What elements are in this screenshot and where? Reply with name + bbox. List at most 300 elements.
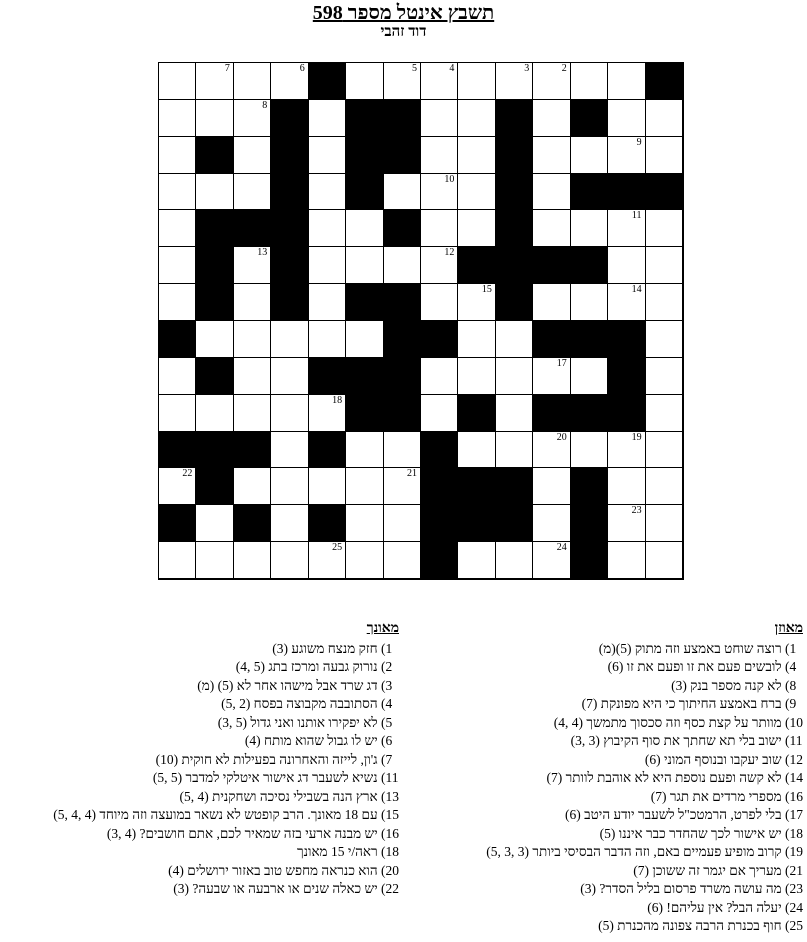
clue-text: נשיא לשעבר דג אישור איטלקי למדבר (5 ,5) — [152, 770, 381, 785]
grid-cell[interactable] — [384, 247, 421, 284]
grid-cell[interactable] — [234, 137, 271, 174]
clue-number: 6 — [299, 63, 305, 74]
clue-index: 11) — [381, 770, 399, 785]
grid-block — [533, 395, 570, 432]
grid-cell[interactable] — [159, 247, 196, 284]
grid-cell[interactable] — [271, 358, 308, 395]
clue-number: 7 — [224, 63, 230, 74]
clue-number: 10 — [444, 173, 455, 185]
grid-cell[interactable] — [533, 63, 570, 100]
clue-text: יעלה הבל? אין עליהם! (6) — [647, 899, 785, 915]
clue-index: 21) — [785, 862, 803, 878]
clue-index: 20) — [381, 862, 399, 878]
grid-cell[interactable] — [646, 247, 683, 284]
grid-cell[interactable] — [533, 137, 570, 174]
grid-cell[interactable] — [271, 505, 308, 542]
across-clue — [393, 732, 803, 751]
grid-cell[interactable] — [421, 247, 458, 284]
grid-cell[interactable] — [646, 468, 683, 505]
grid-cell[interactable] — [533, 100, 570, 137]
grid-cell[interactable] — [496, 358, 533, 395]
grid-cell[interactable] — [421, 358, 458, 395]
grid-block — [496, 284, 533, 321]
grid-cell[interactable] — [234, 174, 271, 211]
grid-cell[interactable] — [421, 174, 458, 211]
grid-block — [384, 395, 421, 432]
clue-number: 4 — [449, 63, 455, 74]
clue-index: 14) — [785, 770, 803, 785]
grid-cell[interactable] — [533, 174, 570, 211]
grid-cell[interactable] — [646, 137, 683, 174]
across-clue — [393, 640, 803, 659]
clue-index: 19) — [785, 844, 803, 859]
grid-cell[interactable] — [421, 137, 458, 174]
grid-cell[interactable] — [608, 63, 645, 100]
clue-text: שוב יעקבו ובנוסף המוני (6) — [644, 751, 785, 767]
grid-block — [196, 247, 233, 284]
grid-block — [646, 63, 683, 100]
grid-cell[interactable] — [646, 432, 683, 469]
clue-text: ארץ הנה בשבילי נסיכה ושחקנית (4 ,5) — [179, 788, 381, 804]
down-clue — [0, 658, 399, 677]
grid-block — [271, 137, 308, 174]
clue-number: 2 — [561, 63, 567, 74]
grid-block — [384, 100, 421, 137]
grid-block — [271, 247, 308, 284]
grid-cell[interactable] — [646, 284, 683, 321]
clue-text: ישוב בלי תא שחתך את סוף הקיבוץ (3 ,3) — [570, 733, 785, 748]
across-clue — [393, 899, 803, 918]
grid-cell[interactable] — [196, 505, 233, 542]
clue-index: 22) — [381, 881, 399, 896]
grid-cell[interactable] — [608, 100, 645, 137]
grid-cell[interactable] — [646, 210, 683, 247]
grid-cell[interactable] — [421, 210, 458, 247]
grid-block — [271, 210, 308, 247]
grid-cell[interactable] — [346, 505, 383, 542]
grid-block — [496, 247, 533, 284]
grid-cell[interactable] — [309, 542, 346, 579]
clue-index: 25) — [785, 918, 803, 933]
clue-text: ראה/י 15 מאונך — [296, 844, 381, 859]
grid-cell[interactable] — [234, 358, 271, 395]
grid-cell[interactable] — [309, 321, 346, 358]
grid-cell[interactable] — [384, 505, 421, 542]
grid-cell[interactable] — [646, 542, 683, 579]
grid-block — [234, 432, 271, 469]
clue-text: קרוב מופיע פעמיים באם, וזה הדבר הבסיסי ביותר (3 ,3 ,5) — [486, 844, 785, 859]
clue-number: 12 — [444, 247, 455, 259]
clue-text: לא קשה ופעם נוספת היא לא אוהבת לוותר (7) — [546, 770, 785, 785]
down-clue — [0, 862, 399, 881]
across-clue — [393, 788, 803, 807]
grid-cell[interactable] — [496, 321, 533, 358]
grid-block — [533, 247, 570, 284]
grid-block — [346, 395, 383, 432]
grid-cell[interactable] — [608, 432, 645, 469]
puzzle-title: תשבץ אינטל מספר 598 — [312, 2, 495, 24]
grid-cell[interactable] — [646, 395, 683, 432]
grid-cell[interactable] — [271, 395, 308, 432]
grid-block — [496, 468, 533, 505]
grid-block — [458, 395, 495, 432]
grid-cell[interactable] — [159, 174, 196, 211]
clue-index: 16) — [381, 825, 399, 841]
grid-block — [421, 505, 458, 542]
grid-cell[interactable] — [571, 137, 608, 174]
clue-index: 9) — [785, 696, 797, 711]
grid-block — [608, 321, 645, 358]
grid-block — [421, 321, 458, 358]
clue-number: 22 — [182, 468, 193, 480]
grid-block — [346, 100, 383, 137]
grid-cell[interactable] — [533, 468, 570, 505]
clue-text: מעריך אם יגמר זה ששוכן (7) — [633, 862, 785, 878]
grid-cell[interactable] — [159, 137, 196, 174]
clue-index: 12) — [785, 751, 803, 767]
clue-index: 11) — [785, 733, 803, 748]
grid-cell[interactable] — [196, 63, 233, 100]
clue-number: 19 — [631, 431, 642, 443]
down-clues — [0, 620, 399, 899]
clue-text: חוף בכנרת הרבה צפונה מהכנרת (5) — [598, 918, 785, 933]
across-clue — [393, 695, 803, 714]
across-clue — [393, 751, 803, 770]
grid-cell[interactable] — [496, 542, 533, 579]
grid-block — [309, 505, 346, 542]
grid-cell[interactable] — [384, 63, 421, 100]
down-clue — [0, 695, 399, 714]
grid-block — [346, 174, 383, 211]
across-clue — [393, 917, 803, 936]
grid-block — [271, 174, 308, 211]
clue-index: 24) — [785, 899, 803, 915]
across-clues — [393, 620, 803, 936]
clue-index: 23) — [785, 881, 803, 896]
grid-cell[interactable] — [384, 468, 421, 505]
grid-block — [496, 100, 533, 137]
grid-cell[interactable] — [384, 174, 421, 211]
across-clue — [393, 862, 803, 881]
grid-cell[interactable] — [346, 247, 383, 284]
grid-cell[interactable] — [458, 358, 495, 395]
clue-text: מוותר על קצת כסף וזה סכסוך מתמשך (4 ,4) — [553, 714, 785, 730]
grid-cell[interactable] — [496, 395, 533, 432]
clue-text: לא קנה מספר בנק (3) — [671, 677, 785, 693]
grid-cell[interactable] — [309, 395, 346, 432]
grid-block — [458, 468, 495, 505]
clue-text: לובשים פעם את זו ופעם את זו (6) — [607, 659, 785, 674]
grid-cell[interactable] — [159, 395, 196, 432]
grid-block — [646, 174, 683, 211]
grid-cell[interactable] — [196, 321, 233, 358]
grid-cell[interactable] — [346, 432, 383, 469]
grid-block — [571, 542, 608, 579]
clue-number: 21 — [406, 468, 417, 480]
across-clue — [393, 658, 803, 677]
grid-cell[interactable] — [234, 468, 271, 505]
grid-cell[interactable] — [571, 210, 608, 247]
grid-block — [384, 137, 421, 174]
grid-cell[interactable] — [346, 210, 383, 247]
across-heading: מאוזן — [774, 621, 803, 636]
grid-block — [196, 284, 233, 321]
grid-block — [608, 358, 645, 395]
clue-number: 23 — [631, 505, 642, 517]
grid-block — [234, 210, 271, 247]
down-clue — [0, 788, 399, 807]
grid-block — [496, 137, 533, 174]
clue-number: 13 — [257, 247, 268, 259]
down-clue — [0, 640, 399, 659]
grid-cell[interactable] — [309, 210, 346, 247]
down-clue — [0, 769, 399, 788]
grid-cell[interactable] — [608, 542, 645, 579]
grid-block — [234, 505, 271, 542]
clue-text: מה עושה משרד פרסום בליל הסדר? (3) — [580, 881, 785, 896]
grid-cell[interactable] — [608, 284, 645, 321]
clue-number: 14 — [631, 284, 642, 296]
clue-index: 8) — [785, 677, 797, 693]
clue-index: 1) — [785, 640, 797, 656]
grid-cell[interactable] — [234, 321, 271, 358]
grid-block — [159, 321, 196, 358]
grid-block — [571, 321, 608, 358]
grid-cell[interactable] — [384, 432, 421, 469]
grid-cell[interactable] — [271, 432, 308, 469]
grid-block — [458, 505, 495, 542]
grid-block — [421, 542, 458, 579]
grid-block — [309, 63, 346, 100]
clue-text: ברח באמצע החיתוך כי היא מפונקת (7) — [581, 696, 785, 711]
grid-cell[interactable] — [271, 321, 308, 358]
grid-block — [421, 432, 458, 469]
clue-index: 15) — [381, 807, 399, 822]
across-clue — [393, 677, 803, 696]
clue-number: 24 — [556, 542, 567, 554]
grid-block — [571, 247, 608, 284]
clue-index: 18) — [381, 844, 399, 859]
grid-cell[interactable] — [309, 247, 346, 284]
grid-cell[interactable] — [196, 174, 233, 211]
clue-number: 11 — [631, 210, 642, 222]
grid-block — [571, 395, 608, 432]
grid-cell[interactable] — [159, 210, 196, 247]
clue-number: 8 — [262, 99, 268, 111]
grid-cell[interactable] — [346, 63, 383, 100]
clue-text: רוצה שוחט באמצע וזה מתוק (5)(מ) — [598, 640, 785, 656]
grid-cell[interactable] — [421, 395, 458, 432]
across-clue — [393, 825, 803, 844]
grid-cell[interactable] — [421, 100, 458, 137]
grid-cell[interactable] — [271, 63, 308, 100]
grid-cell[interactable] — [533, 284, 570, 321]
clue-index: 5) — [381, 714, 393, 730]
across-clue — [393, 880, 803, 899]
clue-number: 15 — [481, 284, 492, 296]
grid-block — [421, 468, 458, 505]
down-clue — [0, 732, 399, 751]
grid-block — [384, 358, 421, 395]
clue-number: 17 — [556, 357, 567, 369]
grid-block — [196, 210, 233, 247]
grid-cell[interactable] — [458, 542, 495, 579]
clue-index: 6) — [381, 733, 393, 748]
clue-index: 4) — [381, 696, 393, 711]
grid-cell[interactable] — [346, 468, 383, 505]
grid-cell[interactable] — [271, 468, 308, 505]
grid-cell[interactable] — [533, 505, 570, 542]
grid-cell[interactable] — [159, 358, 196, 395]
grid-cell[interactable] — [533, 542, 570, 579]
grid-block — [496, 210, 533, 247]
grid-block — [196, 358, 233, 395]
grid-block — [271, 100, 308, 137]
grid-cell[interactable] — [458, 63, 495, 100]
grid-block — [309, 358, 346, 395]
grid-cell[interactable] — [608, 505, 645, 542]
grid-cell[interactable] — [646, 100, 683, 137]
grid-cell[interactable] — [159, 468, 196, 505]
grid-cell[interactable] — [159, 63, 196, 100]
grid-block — [571, 505, 608, 542]
clue-index: 10) — [785, 714, 803, 730]
clue-number: 5 — [411, 63, 417, 74]
grid-cell[interactable] — [234, 63, 271, 100]
grid-block — [496, 174, 533, 211]
grid-cell[interactable] — [309, 174, 346, 211]
grid-cell[interactable] — [234, 284, 271, 321]
across-clue — [393, 806, 803, 825]
grid-block — [346, 358, 383, 395]
down-clue — [0, 825, 399, 844]
grid-cell[interactable] — [533, 210, 570, 247]
down-clue — [0, 843, 399, 862]
grid-block — [159, 432, 196, 469]
grid-cell[interactable] — [421, 284, 458, 321]
grid-cell[interactable] — [346, 542, 383, 579]
across-clue — [393, 769, 803, 788]
clue-text: עם 18 מאונך. הרב קופטש לא נשאר במועצה וזה מיוחד (4 ,4 ,5) — [53, 807, 381, 822]
grid-cell[interactable] — [496, 432, 533, 469]
clue-index: 13) — [381, 788, 399, 804]
grid-cell[interactable] — [346, 321, 383, 358]
grid-block — [346, 284, 383, 321]
clue-text: יש כאלה שנים או ארבעה או שבעה? (3) — [173, 881, 381, 896]
grid-cell[interactable] — [234, 247, 271, 284]
clue-text: יש מבנה ארעי בזה שמאיר לכם, אתם חושבים? (4 ,3) — [106, 825, 381, 841]
clue-index: 7) — [381, 751, 393, 767]
across-clue — [393, 714, 803, 733]
grid-cell[interactable] — [421, 63, 458, 100]
grid-block — [608, 174, 645, 211]
clue-number: 3 — [524, 63, 530, 74]
grid-cell[interactable] — [159, 284, 196, 321]
grid-cell[interactable] — [571, 63, 608, 100]
grid-cell[interactable] — [309, 137, 346, 174]
grid-block — [346, 137, 383, 174]
puzzle-author: דוד זהבי — [380, 24, 427, 40]
grid-cell[interactable] — [234, 100, 271, 137]
grid-cell[interactable] — [234, 395, 271, 432]
grid-cell[interactable] — [309, 284, 346, 321]
clue-text: יש לו גבול שהוא מותח (4) — [244, 733, 381, 748]
grid-cell[interactable] — [571, 432, 608, 469]
grid-cell[interactable] — [646, 505, 683, 542]
clue-index: 4) — [785, 659, 797, 674]
grid-block — [159, 505, 196, 542]
grid-cell[interactable] — [646, 321, 683, 358]
grid-cell[interactable] — [458, 210, 495, 247]
grid-cell[interactable] — [608, 210, 645, 247]
grid-cell[interactable] — [533, 358, 570, 395]
down-clue — [0, 714, 399, 733]
grid-cell[interactable] — [608, 137, 645, 174]
grid-cell[interactable] — [234, 542, 271, 579]
clue-index: 17) — [785, 807, 803, 822]
clue-index: 1) — [381, 640, 393, 656]
clue-text: חזק מנצח משוגע (3) — [272, 640, 381, 656]
clue-text: מספרי מרדים את תגר (7) — [650, 788, 785, 804]
grid-block — [196, 468, 233, 505]
grid-cell[interactable] — [458, 100, 495, 137]
down-clue — [0, 806, 399, 825]
grid-cell[interactable] — [458, 174, 495, 211]
grid-block — [196, 137, 233, 174]
clue-text: לא יפקירו אותנו ואני גדול (5 ,3) — [217, 714, 381, 730]
clue-text: ג'ון, לייזה והאחרונה בפעילות לא חוקית (10) — [155, 751, 381, 767]
clue-number: 25 — [332, 542, 343, 554]
grid-cell[interactable] — [458, 284, 495, 321]
grid-block — [571, 100, 608, 137]
grid-cell[interactable] — [384, 542, 421, 579]
grid-cell[interactable] — [159, 100, 196, 137]
clue-index: 16) — [785, 788, 803, 804]
clue-text: נורוק גבעה ומרכז בתג (5 ,4) — [235, 659, 381, 674]
grid-cell[interactable] — [309, 100, 346, 137]
grid-block — [384, 321, 421, 358]
grid-cell[interactable] — [571, 284, 608, 321]
clue-text: יש אישור לכך שהחדר כבר איננו (5) — [599, 825, 785, 841]
clue-index: 3) — [381, 677, 393, 693]
grid-cell[interactable] — [458, 432, 495, 469]
grid-block — [608, 395, 645, 432]
grid-block — [571, 174, 608, 211]
grid-cell[interactable] — [571, 358, 608, 395]
grid-block — [384, 210, 421, 247]
grid-cell[interactable] — [271, 542, 308, 579]
grid-cell[interactable] — [196, 542, 233, 579]
across-clue — [393, 843, 803, 862]
grid-cell[interactable] — [608, 247, 645, 284]
grid-block — [496, 505, 533, 542]
grid-cell[interactable] — [159, 542, 196, 579]
grid-block — [271, 284, 308, 321]
grid-cell[interactable] — [309, 468, 346, 505]
grid-cell[interactable] — [608, 468, 645, 505]
grid-cell[interactable] — [458, 321, 495, 358]
grid-block — [571, 468, 608, 505]
grid-cell[interactable] — [496, 63, 533, 100]
grid-cell[interactable] — [646, 358, 683, 395]
grid-cell[interactable] — [196, 100, 233, 137]
grid-cell[interactable] — [196, 395, 233, 432]
grid-block — [196, 432, 233, 469]
grid-cell[interactable] — [533, 432, 570, 469]
grid-cell[interactable] — [458, 137, 495, 174]
clue-text: הוא כנראה מחפש טוב באזור ירושלים (4) — [168, 862, 381, 878]
clue-number: 18 — [332, 394, 343, 406]
